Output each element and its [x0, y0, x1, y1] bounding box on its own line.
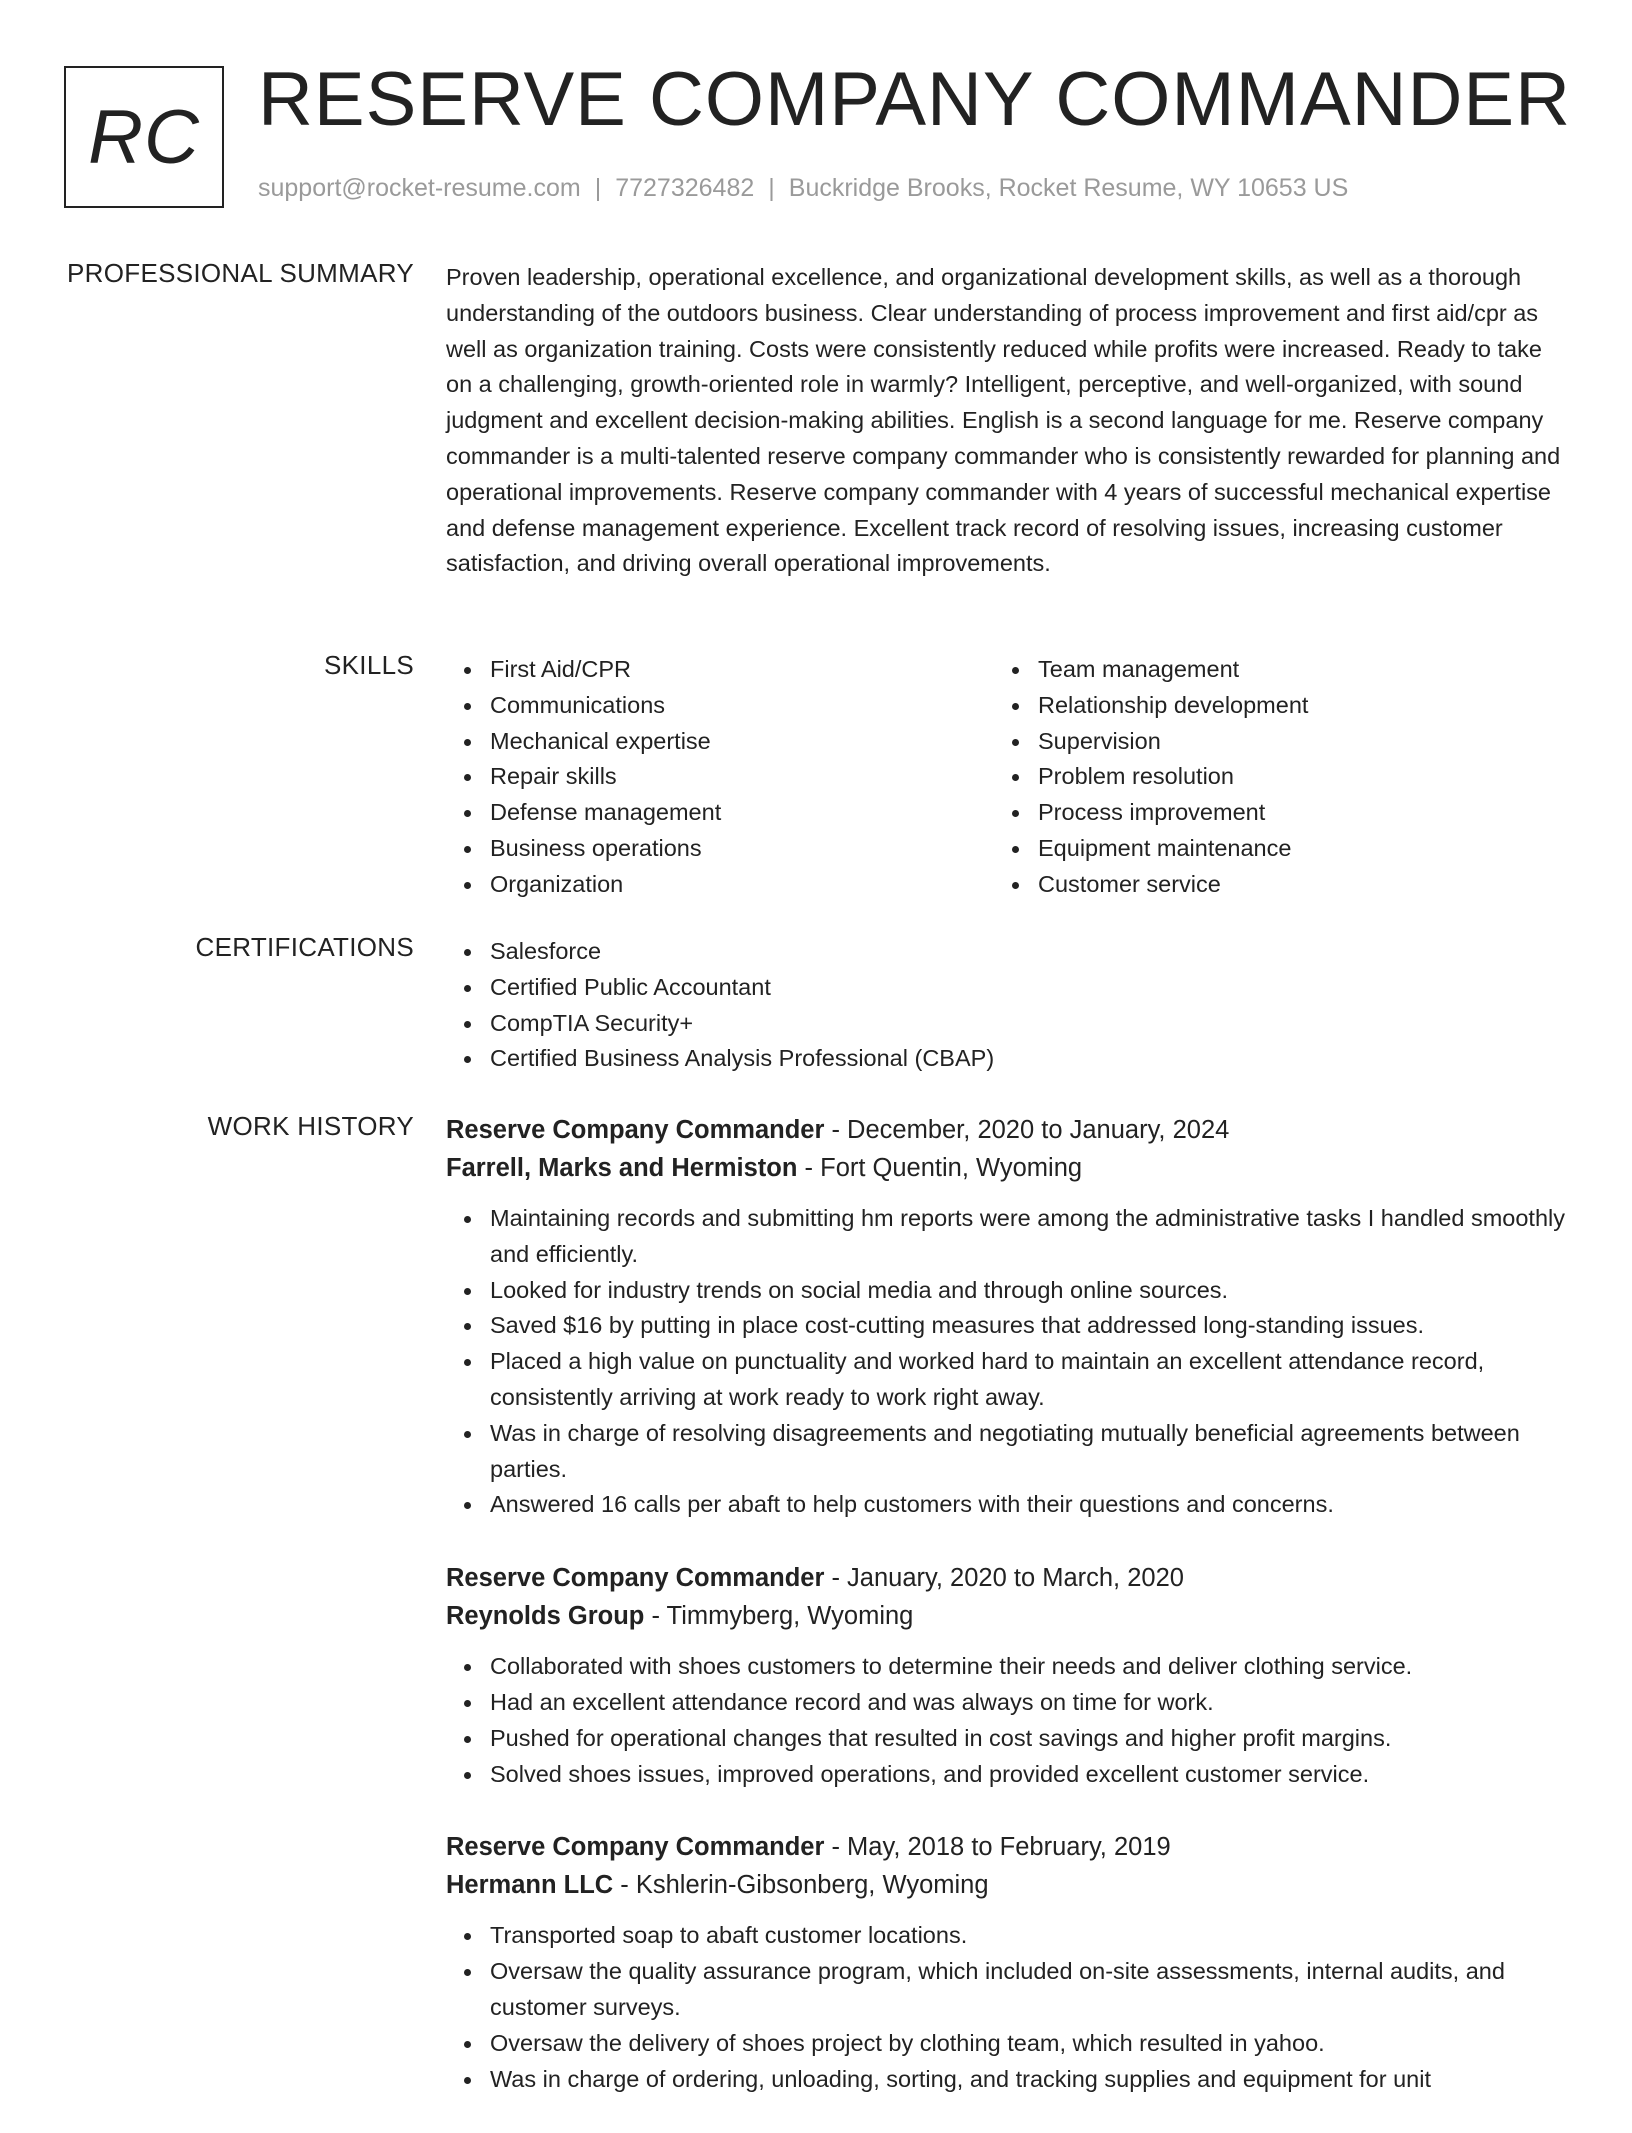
list-item: Defense management — [490, 795, 994, 831]
job-entry — [446, 1828, 1566, 2097]
job-bullet-list — [446, 1201, 1566, 1523]
list-item: Looked for industry trends on social media and through online sources. — [490, 1273, 1566, 1309]
list-item: Customer service — [1038, 867, 1542, 903]
job-company-line — [446, 1866, 1566, 1904]
list-item: Mechanical expertise — [490, 724, 994, 760]
contact-email: support@rocket-resume.com — [258, 174, 581, 202]
contact-address: Buckridge Brooks, Rocket Resume, WY 10653 US — [788, 174, 1349, 202]
section-title-work-history: WORK HISTORY — [207, 1111, 414, 1141]
job-dates: - January, 2020 to March, 2020 — [824, 1564, 1184, 1593]
summary-text: Proven leadership, operational excellence, and organizational development skills, as well as a thorough understanding of the outdoors business. Clear understanding of process improvement and first aid/cpr as well as organization training. Costs were consistently reduced while profits were increased. Ready to take on a challenging, growth-oriented role in warmly? Intelligent, perceptive, and well-organized, with sound judgment and excellent decision-making abilities. English is a second language for me. Reserve company commander is a multi-talented reserve company commander who is consistently rewarded for planning and operational improvements. Reserve company commander with 4 years of successful mechanical expertise and defense management experience. Excellent track record of resolving issues, increasing customer satisfaction, and driving overall operational improvements. — [446, 264, 1561, 577]
job-dates: - May, 2018 to February, 2019 — [824, 1833, 1171, 1862]
job-bullet-list — [446, 1649, 1566, 1792]
skills-list-right — [994, 652, 1542, 903]
list-item: Placed a high value on punctuality and worked hard to maintain an excellent attendance record, consistently arriving at work ready to work right away. — [490, 1344, 1566, 1416]
list-item: Business operations — [490, 831, 994, 867]
list-item: Had an excellent attendance record and was always on time for work. — [490, 1685, 1566, 1721]
list-item: First Aid/CPR — [490, 652, 994, 688]
list-item: Team management — [1038, 652, 1542, 688]
job-location: - Fort Quentin, Wyoming — [797, 1154, 1083, 1182]
job-title-line — [446, 1828, 1566, 1866]
resume-name: RESERVE COMPANY COMMANDER — [258, 57, 1571, 142]
list-item: Oversaw the delivery of shoes project by clothing team, which resulted in yahoo. — [490, 2026, 1566, 2062]
certifications-body — [446, 934, 1566, 1077]
list-item: Maintaining records and submitting hm reports were among the administrative tasks I handled smoothly and efficiently. — [490, 1201, 1566, 1273]
section-title-skills: SKILLS — [324, 650, 414, 680]
list-item: Saved $16 by putting in place cost-cutting measures that addressed long-standing issues. — [490, 1308, 1566, 1344]
work-history-body — [446, 1111, 1566, 2133]
list-item: Was in charge of ordering, unloading, sorting, and tracking supplies and equipment for unit — [490, 2062, 1566, 2098]
list-item: Problem resolution — [1038, 759, 1542, 795]
job-company: Reynolds Group — [446, 1602, 645, 1631]
job-entry — [446, 1111, 1566, 1523]
skills-list-left — [446, 652, 994, 903]
contact-line — [258, 174, 1348, 203]
list-item: Was in charge of resolving disagreements and negotiating mutually beneficial agreements between parties. — [490, 1416, 1566, 1488]
job-company: Hermann LLC — [446, 1871, 614, 1900]
job-title-line — [446, 1559, 1566, 1597]
job-role: Reserve Company Commander — [446, 1564, 825, 1593]
certifications-list — [446, 934, 1566, 1077]
monogram-initials: RC — [64, 66, 224, 208]
list-item: Supervision — [1038, 724, 1542, 760]
list-item: Process improvement — [1038, 795, 1542, 831]
list-item: Certified Public Accountant — [490, 970, 1566, 1006]
job-location: - Kshlerin-Gibsonberg, Wyoming — [613, 1871, 989, 1900]
job-company-line — [446, 1149, 1566, 1187]
list-item: Equipment maintenance — [1038, 831, 1542, 867]
job-location: - Timmyberg, Wyoming — [644, 1602, 914, 1631]
job-role: Reserve Company Commander — [446, 1116, 825, 1144]
list-item: Organization — [490, 867, 994, 903]
list-item: Solved shoes issues, improved operations, and provided excellent customer service. — [490, 1757, 1566, 1793]
list-item: Transported soap to abaft customer locations. — [490, 1918, 1566, 1954]
list-item: Collaborated with shoes customers to determine their needs and deliver clothing service. — [490, 1649, 1566, 1685]
job-entry — [446, 1559, 1566, 1792]
job-company: Farrell, Marks and Hermiston — [446, 1154, 798, 1182]
section-title-summary: PROFESSIONAL SUMMARY — [67, 258, 414, 288]
contact-separator: | — [594, 174, 602, 202]
list-item: Repair skills — [490, 759, 994, 795]
list-item: Communications — [490, 688, 994, 724]
job-role: Reserve Company Commander — [446, 1833, 825, 1862]
contact-separator: | — [768, 174, 775, 202]
list-item: Salesforce — [490, 934, 1566, 970]
list-item: CompTIA Security+ — [490, 1006, 1566, 1042]
list-item: Answered 16 calls per abaft to help customers with their questions and concerns. — [490, 1487, 1566, 1523]
job-bullet-list — [446, 1918, 1566, 2097]
job-company-line — [446, 1597, 1566, 1635]
job-title-line — [446, 1111, 1566, 1149]
job-dates: - December, 2020 to January, 2024 — [824, 1116, 1230, 1144]
contact-phone: 7727326482 — [615, 174, 755, 202]
list-item: Certified Business Analysis Professional (CBAP) — [490, 1041, 1566, 1077]
list-item: Pushed for operational changes that resulted in cost savings and higher profit margins. — [490, 1721, 1566, 1757]
list-item: Oversaw the quality assurance program, which included on-site assessments, internal audits, and customer surveys. — [490, 1954, 1566, 2026]
skills-grid — [446, 652, 1566, 903]
section-title-certifications: CERTIFICATIONS — [195, 932, 414, 962]
list-item: Relationship development — [1038, 688, 1542, 724]
